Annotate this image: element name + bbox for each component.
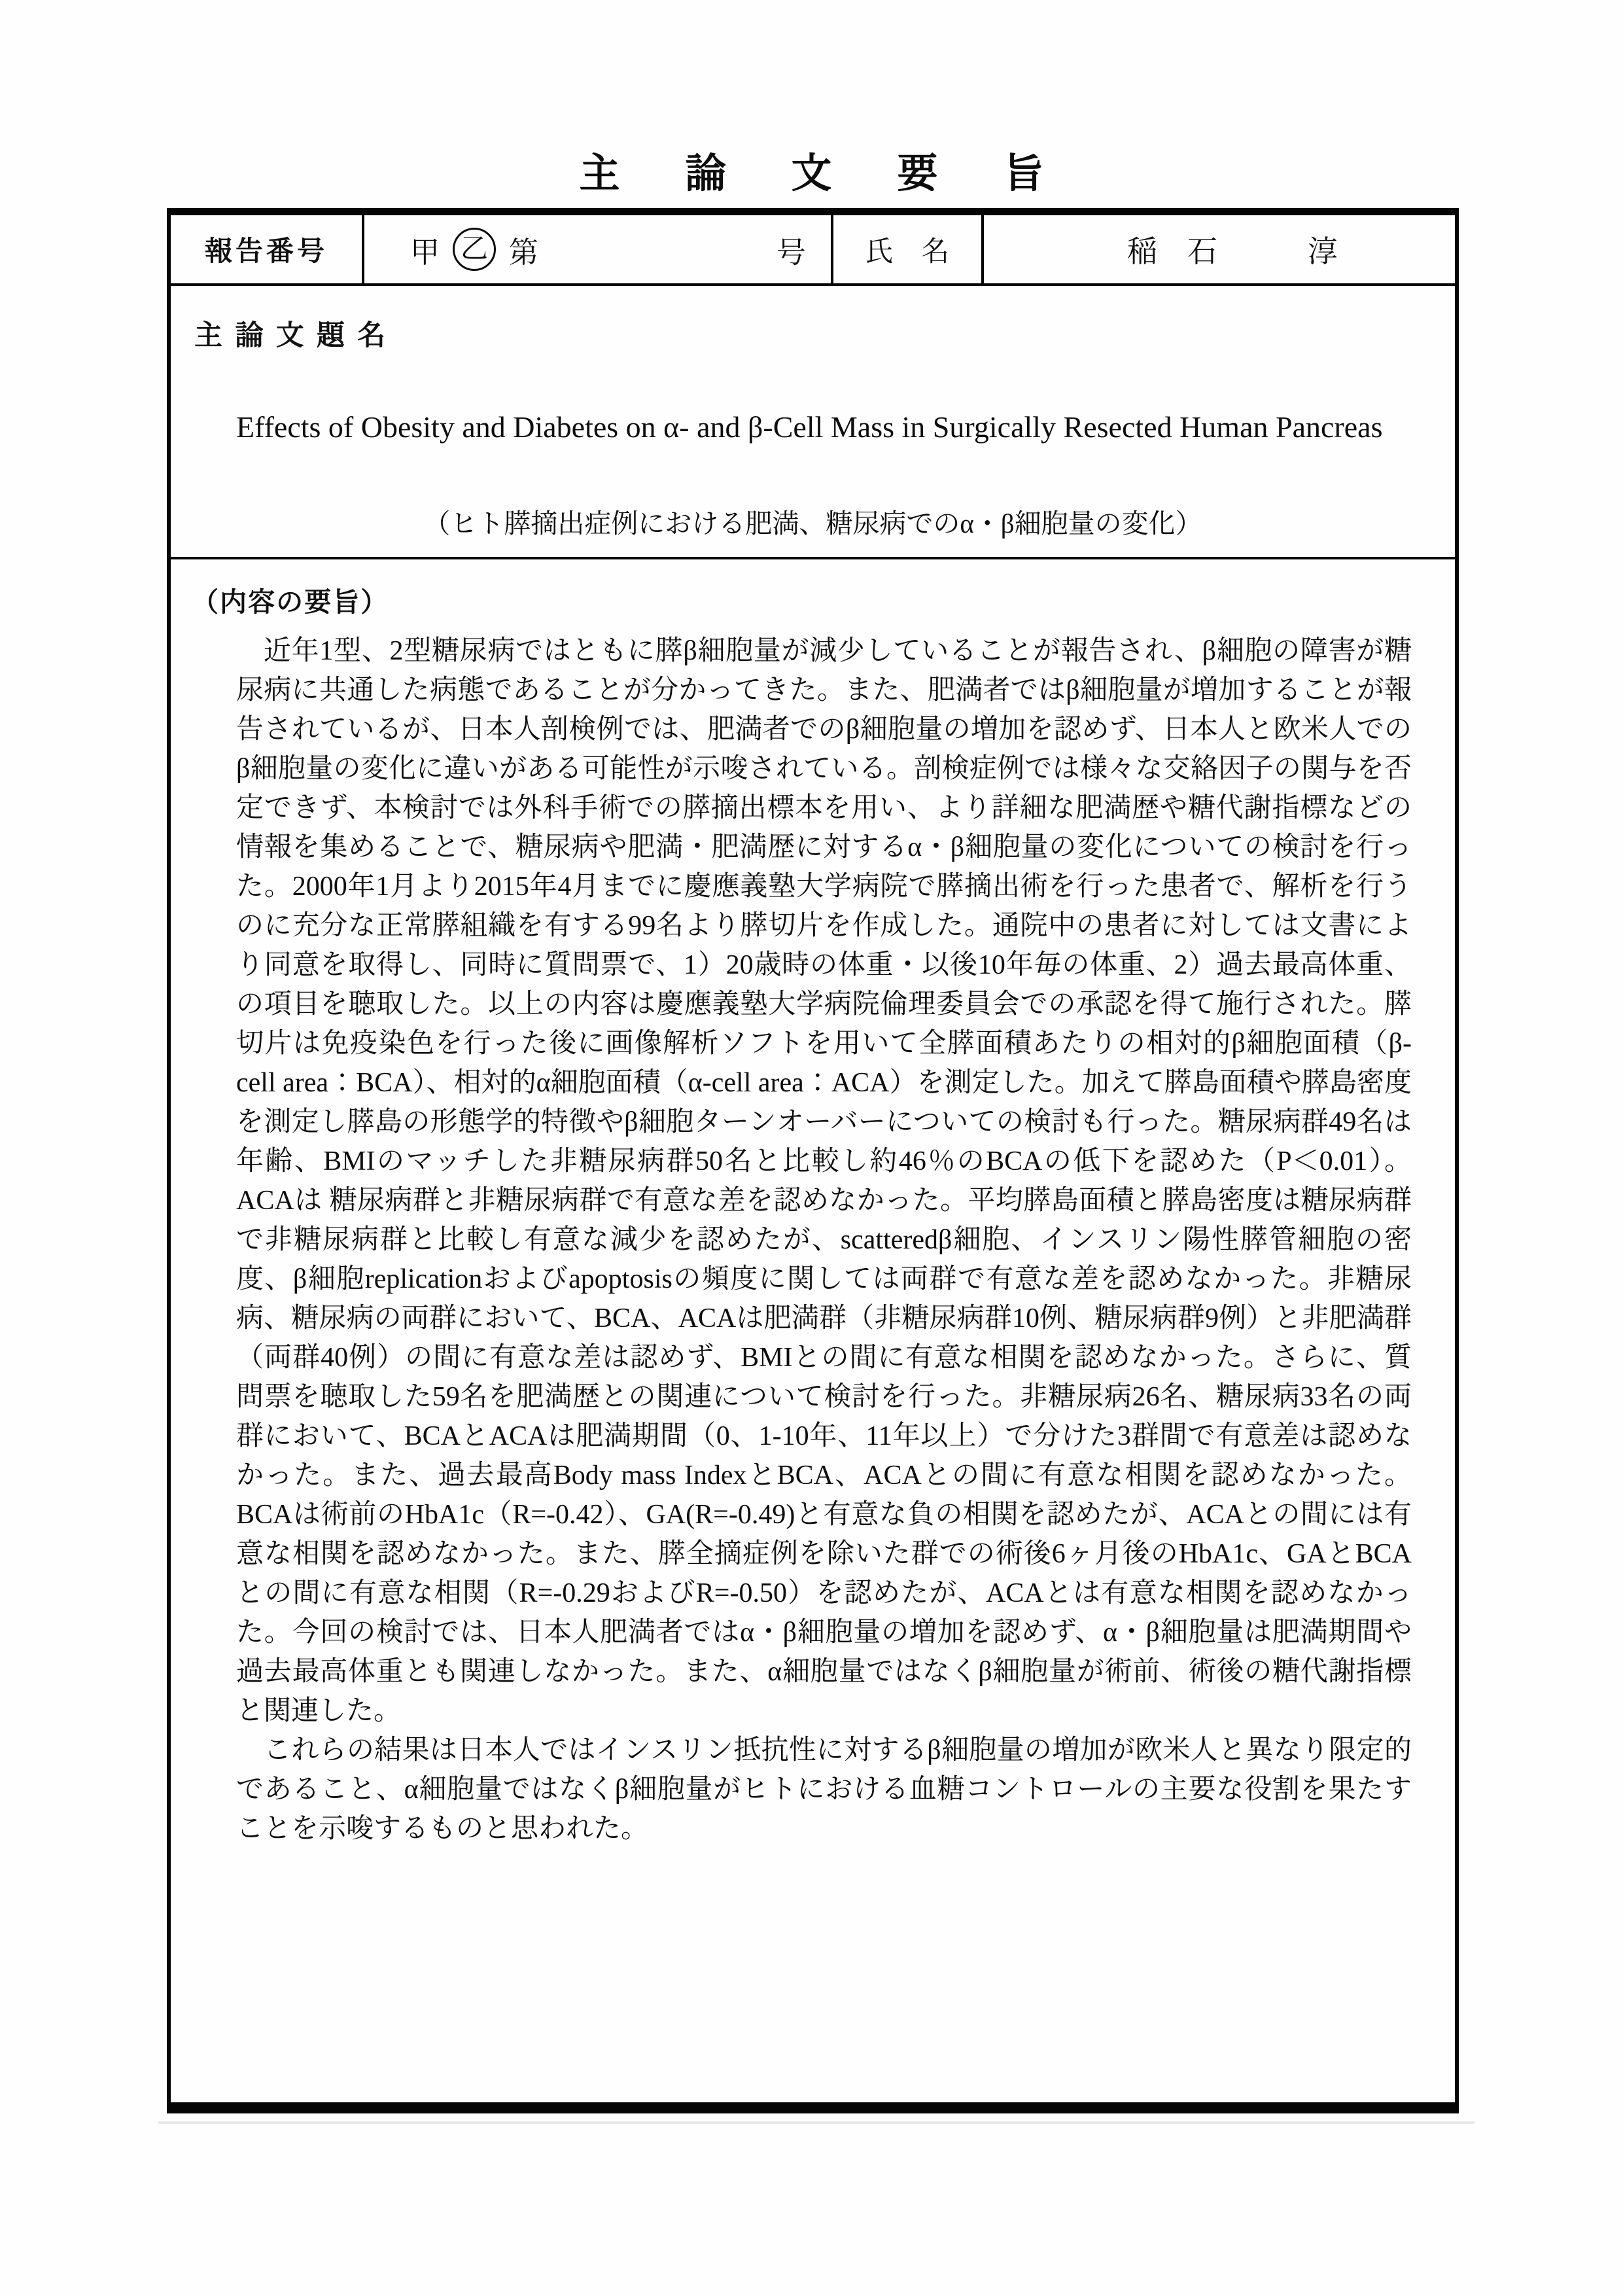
abstract-form-box [167, 208, 1459, 2113]
dai-prefix: 第 [509, 236, 539, 269]
thesis-title-english: Effects of Obesity and Diabetes on α- and β-Cell Mass in Surgically Resected Human Pancreas [236, 410, 1383, 444]
otsu-circled-mark [453, 228, 496, 271]
report-number-cell [364, 215, 833, 283]
abstract-label: （内容の要旨） [192, 587, 389, 617]
gou-suffix: 号 [776, 236, 806, 269]
name-value-cell [984, 215, 1455, 283]
thesis-title-label: 主論文題名 [194, 320, 398, 351]
report-header-row [171, 215, 1455, 286]
otsu-mark-text: 乙 [461, 234, 489, 264]
name-label-text: 氏 名 [865, 236, 950, 268]
name-label-cell [833, 215, 984, 283]
page-title: 主論文要旨 [579, 152, 1109, 196]
abstract-section [171, 559, 1455, 2102]
kou-mark: 甲 [410, 236, 440, 269]
thesis-title-japanese: （ヒト膵摘出症例における肥満、糖尿病でのα・β細胞量の変化） [423, 508, 1202, 539]
abstract-paragraph: 近年1型、2型糖尿病ではともに膵β細胞量が減少していることが報告され、β細胞の障害が糖尿病に共通した病態であることが分かってきた。また、肥満者ではβ細胞量が増加することが報告されているが、日本人剖検例では、肥満者でのβ細胞量の増加を認めず、日本人と欧米人でのβ細胞量の変化に違いがある可能性が示唆されている。剖検症例では様々な交絡因子の関与を否定できず、本検討では外科手術での膵摘出標本を用い、より詳細な肥満歴や糖代謝指標などの情報を集めることで、糖尿病や肥満・肥満歴に対するα・β細胞量の変化についての検討を行った。2000年1月より2015年4月までに慶應義塾大学病院で膵摘出術を行った患者で、解析を行うのに充分な正常膵組織を有する99名より膵切片を作成した。通院中の患者に対しては文書により同意を取得し、同時に質問票で、1）20歳時の体重・以後10年毎の体重、2）過去最高体重、の項目を聴取した。以上の内容は慶應義塾大学病院倫理委員会での承認を得て施行された。膵切片は免疫染色を行った後に画像解析ソフトを用いて全膵面積あたりの相対的β細胞面積（β-cell area：BCA）、相対的α細胞面積（α-cell area：ACA）を測定した。加えて膵島面積や膵島密度を測定し膵島の形態学的特徴やβ細胞ターンオーバーについての検討も行った。糖尿病群49名は年齢、BMIのマッチした非糖尿病群50名と比較し約46％のBCAの低下を認めた（P＜0.01）。ACAは 糖尿病群と非糖尿病群で有意な差を認めなかった。平均膵島面積と膵島密度は糖尿病群で非糖尿病群と比較し有意な減少を認めたが、scatteredβ細胞、インスリン陽性膵管細胞の密度、β細胞replicationおよびapoptosisの頻度に関しては両群で有意な差を認めなかった。非糖尿病、糖尿病の両群において、BCA、ACAは肥満群（非糖尿病群10例、糖尿病群9例）と非肥満群（両群40例）の間に有意な差は認めず、BMIとの間に有意な相関を認めなかった。さらに、質問票を聴取した59名を肥満歴との関連について検討を行った。非糖尿病26名、糖尿病33名の両群において、BCAとACAは肥満期間（0、1-10年、11年以上）で分けた3群間で有意差は認めなかった。また、過去最高Body mass IndexとBCA、ACAとの間に有意な相関を認めなかった。BCAは術前のHbA1c（R=-0.42）、GA(R=-0.49)と有意な負の相関を認めたが、ACAとの間には有意な相関を認めなかった。また、膵全摘症例を除いた群での術後6ヶ月後のHbA1c、GAとBCAとの間に有意な相関（R=-0.29およびR=-0.50）を認めたが、ACAとは有意な相関を認めなかった。今回の検討では、日本人肥満者ではα・β細胞量の増加を認めず、α・β細胞量は肥満期間や過去最高体重とも関連しなかった。また、α細胞量ではなくβ細胞量が術前、術後の糖代謝指標と関連した。 [236, 636, 1412, 1726]
thesis-title-section [171, 286, 1455, 559]
abstract-body [236, 631, 1412, 1848]
report-number-label [171, 215, 364, 283]
report-number-label-text: 報告番号 [204, 236, 328, 266]
author-name: 稲 石 淳 [1127, 235, 1338, 268]
scan-artifact-line [158, 2121, 1475, 2124]
abstract-paragraph: これらの結果は日本人ではインスリン抵抗性に対するβ細胞量の増加が欧米人と異なり限定的であること、α細胞量ではなくβ細胞量がヒトにおける血糖コントロールの主要な役割を果たすことを示唆するものと思われた。 [236, 1735, 1412, 1844]
